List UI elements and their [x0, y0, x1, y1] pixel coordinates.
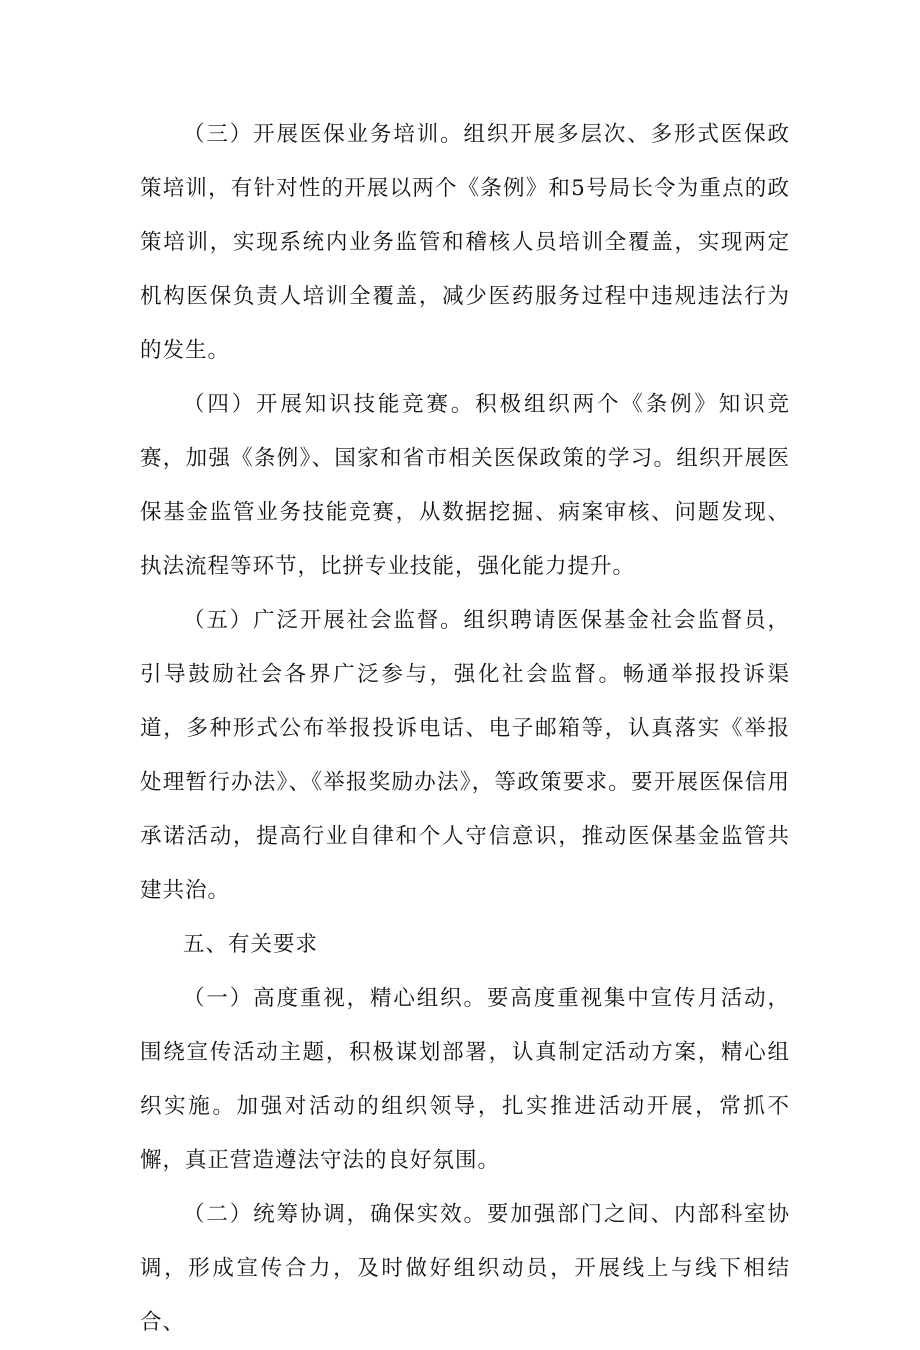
paragraph-competition: （四）开展知识技能竞赛。积极组织两个《条例》知识竞赛，加强《条例》、国家和省市相关医保政策的学习。组织开展医保基金监管业务技能竞赛，从数据挖掘、病案审核、问题发现、执法流程等环节，比拼专业技能，强化能力提升。	[140, 392, 790, 579]
paragraph-coordination: （二）统筹协调，确保实效。要加强部门之间、内部科室协调，形成宣传合力，及时做好组织动员，开展线上与线下相结合、	[140, 1202, 790, 1335]
paragraph-attention: （一）高度重视，精心组织。要高度重视集中宣传月活动，围绕宣传活动主题，积极谋划部署，认真制定活动方案，精心组织实施。加强对活动的组织领导，扎实推进活动开展，常抓不懈，真正营造遵法守法的良好氛围。	[140, 986, 790, 1173]
document-body	[140, 108, 790, 1350]
paragraph-social-supervision: （五）广泛开展社会监督。组织聘请医保基金社会监督员，引导鼓励社会各界广泛参与，强化社会监督。畅通举报投诉渠道，多种形式公布举报投诉电话、电子邮箱等，认真落实《举报处理暂行办法》、《举报奖励办法》，等政策要求。要开展医保信用承诺活动，提高行业自律和个人守信意识，推动医保基金监管共建共治。	[140, 608, 790, 903]
section-heading-requirements: 五、有关要求	[183, 932, 319, 957]
paragraph-training: （三）开展医保业务培训。组织开展多层次、多形式医保政策培训，有针对性的开展以两个《条例》和5号局长令为重点的政策培训，实现系统内业务监管和稽核人员培训全覆盖，实现两定机构医保负责人培训全覆盖，减少医药服务过程中违规违法行为的发生。	[140, 122, 790, 363]
